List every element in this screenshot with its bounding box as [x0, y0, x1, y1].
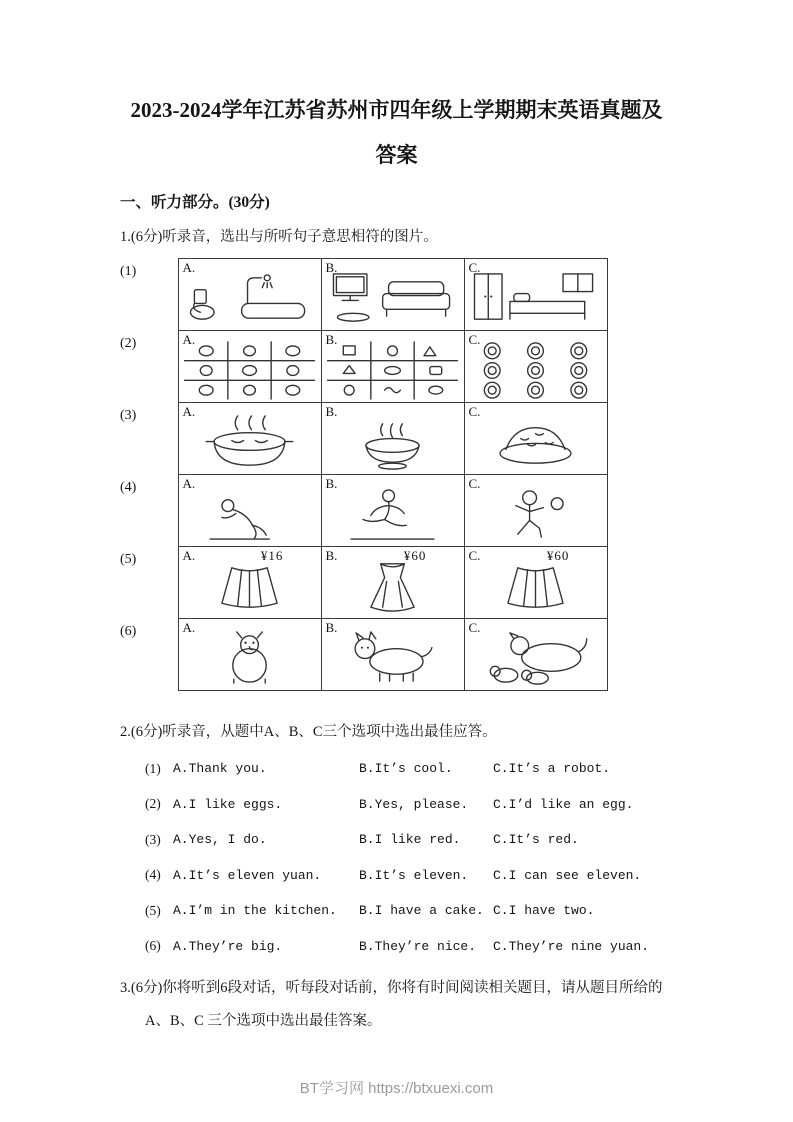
- picture-cell-c: [464, 259, 607, 331]
- option-c: C.It’s a robot.: [493, 761, 611, 777]
- section-heading-listening: 一、听力部分。(30分): [120, 194, 270, 211]
- page-title-line1: 2023-2024学年江苏省苏州市四年级上学期期末英语真题及: [130, 98, 663, 122]
- objects-grid-image: [323, 340, 462, 401]
- picture-row-5: [120, 547, 607, 619]
- option-b-label: B.: [325, 260, 338, 275]
- picture-row-3: [120, 403, 607, 475]
- response-options-list: [145, 751, 793, 964]
- option-a-label: A.: [182, 332, 196, 347]
- price-label-c: ¥60: [546, 548, 570, 563]
- picture-cell-c: [464, 475, 607, 547]
- option-b-label: B.: [325, 332, 338, 347]
- response-item-5: [145, 893, 793, 929]
- footer: [0, 1077, 793, 1098]
- option-c-label: C.: [468, 620, 481, 635]
- option-a: A.I’m in the kitchen.: [173, 903, 337, 919]
- option-b: B.They’re nice.: [359, 938, 477, 954]
- page-title-line2: 答案: [375, 143, 418, 167]
- hot-pot-image: [180, 412, 319, 473]
- item-number: (5): [145, 902, 161, 918]
- option-a-label: A.: [182, 260, 196, 275]
- response-item-6: [145, 929, 793, 965]
- option-c: C.I’d like an egg.: [493, 796, 634, 812]
- picture-row-2: [120, 331, 607, 403]
- dog-and-puppies-image: [466, 628, 605, 689]
- skirt-image: [180, 556, 319, 617]
- picture-cell-a: [178, 619, 321, 691]
- option-a: A.Thank you.: [173, 761, 267, 777]
- option-a: A.I like eggs.: [173, 796, 283, 812]
- picture-cell-b: [321, 331, 464, 403]
- bathroom-image: [180, 268, 319, 329]
- picture-cell-b: [321, 547, 464, 619]
- item-number: (2): [145, 796, 161, 812]
- option-c-label: C.: [468, 476, 481, 491]
- food-grid-image: [180, 340, 319, 401]
- option-b-label: B.: [325, 476, 338, 491]
- option-b: B.Yes, please.: [359, 796, 469, 812]
- picture-cell-b: [321, 475, 464, 547]
- picture-row-4: [120, 475, 607, 547]
- corgi-dog-image: [323, 628, 462, 689]
- row-number: (2): [120, 335, 137, 351]
- question-1-text: 1.(6分)听录音，选出与所听句子意思相符的图片。: [120, 229, 438, 245]
- option-b: B.I like red.: [359, 832, 461, 848]
- soup-bowl-image: [323, 412, 462, 473]
- question-3-line2: A、B、C 三个选项中选出最佳答案。: [145, 1013, 382, 1029]
- question-3-text: [120, 972, 793, 1038]
- option-a: A.Yes, I do.: [173, 832, 267, 848]
- option-a-label: A.: [182, 476, 196, 491]
- item-number: (6): [145, 938, 161, 954]
- option-c-label: C.: [468, 260, 481, 275]
- option-c-label: C.: [468, 332, 481, 347]
- footer-site-link[interactable]: BT学习网 https://btxuexi.com: [299, 1080, 494, 1097]
- row-number: (6): [120, 623, 137, 639]
- bending-exercise-image: [180, 484, 319, 545]
- option-b: B.It’s eleven.: [359, 867, 469, 883]
- option-b: B.I have a cake.: [359, 903, 484, 919]
- option-c: C.I have two.: [493, 903, 595, 919]
- option-a: A.It’s eleven yuan.: [173, 867, 322, 883]
- response-item-1: [145, 751, 793, 787]
- picture-cell-c: [464, 331, 607, 403]
- picture-cell-c: [464, 619, 607, 691]
- row-number: (1): [120, 263, 137, 279]
- bedroom-image: [466, 268, 605, 329]
- picture-cell-b: [321, 619, 464, 691]
- option-b-label: B.: [325, 404, 338, 419]
- item-number: (1): [145, 760, 161, 776]
- item-number: (4): [145, 867, 161, 883]
- option-c-label: C.: [468, 548, 481, 563]
- living-room-image: [323, 268, 462, 329]
- item-number: (3): [145, 831, 161, 847]
- question-3-line1: 3.(6分)你将听到6段对话，听每段对话前，你将有时间阅读相关题目，请从题目所给的: [120, 980, 663, 996]
- response-item-2: [145, 787, 793, 823]
- option-a-label: A.: [182, 548, 196, 563]
- picture-cell-c: [464, 547, 607, 619]
- option-c: C.I can see eleven.: [493, 867, 642, 883]
- price-label-a: ¥16: [260, 548, 284, 563]
- option-a-label: A.: [182, 404, 196, 419]
- response-item-4: [145, 858, 793, 894]
- plates-grid-image: [466, 340, 605, 401]
- option-c-label: C.: [468, 404, 481, 419]
- question-2-text: 2.(6分)听录音，从题中A、B、C三个选项中选出最佳应答。: [120, 724, 497, 740]
- fluffy-dog-image: [180, 628, 319, 689]
- page-title: [0, 0, 793, 178]
- row-number: (3): [120, 407, 137, 423]
- option-b-label: B.: [325, 548, 338, 563]
- price-label-b: ¥60: [403, 548, 427, 563]
- picture-cell-c: [464, 403, 607, 475]
- picture-cell-a: [178, 259, 321, 331]
- listening-picture-table: [120, 258, 608, 691]
- option-b: B.It’s cool.: [359, 761, 453, 777]
- response-item-3: [145, 822, 793, 858]
- dress-image: [323, 556, 462, 617]
- picture-cell-a: [178, 475, 321, 547]
- option-a-label: A.: [182, 620, 196, 635]
- picture-row-1: [120, 259, 607, 331]
- option-c: C.It’s red.: [493, 832, 579, 848]
- running-with-ball-image: [466, 484, 605, 545]
- picture-cell-a: [178, 403, 321, 475]
- option-b-label: B.: [325, 620, 338, 635]
- picture-cell-b: [321, 259, 464, 331]
- option-a: A.They’re big.: [173, 938, 283, 954]
- picture-cell-a: [178, 547, 321, 619]
- picture-cell-a: [178, 331, 321, 403]
- picture-cell-b: [321, 403, 464, 475]
- picture-row-6: [120, 619, 607, 691]
- skirt-image: [466, 556, 605, 617]
- long-jump-image: [323, 484, 462, 545]
- option-c: C.They’re nine yuan.: [493, 938, 650, 954]
- row-number: (4): [120, 479, 137, 495]
- row-number: (5): [120, 551, 137, 567]
- rice-plate-image: [466, 412, 605, 473]
